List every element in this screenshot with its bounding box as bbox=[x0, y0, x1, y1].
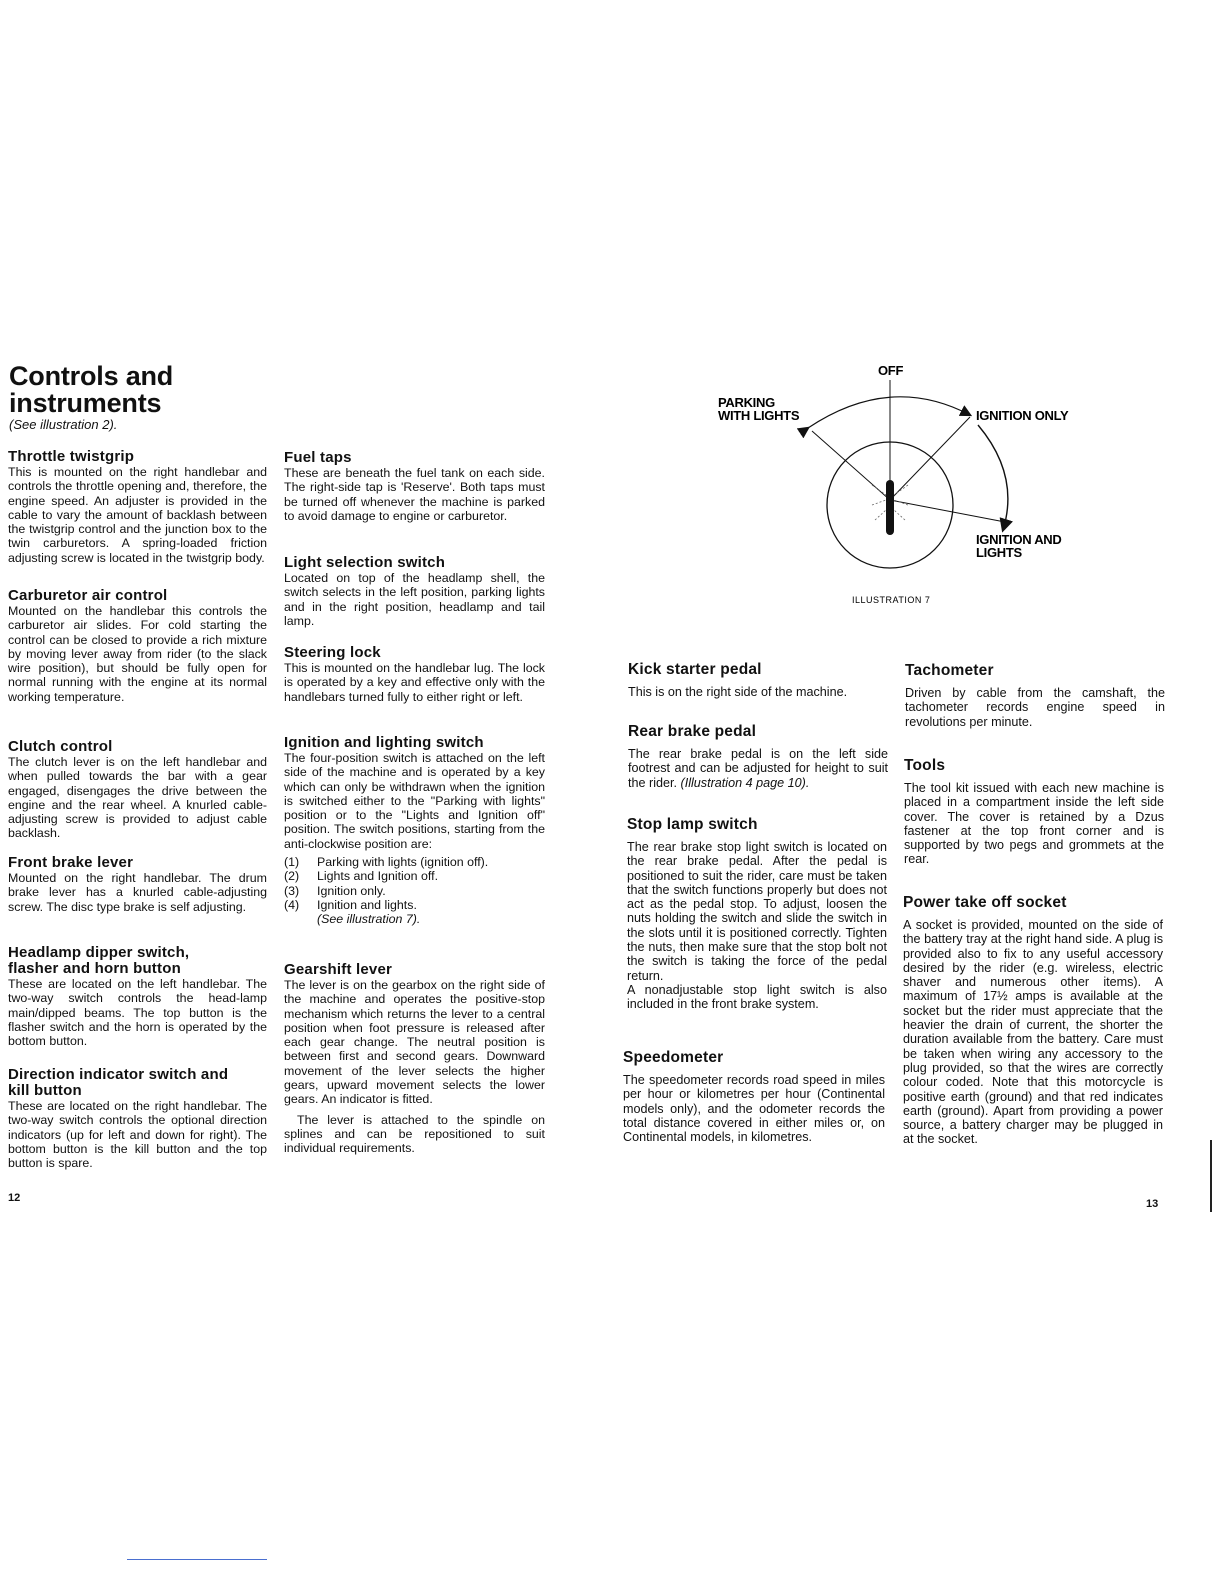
section-heading: Clutch control bbox=[8, 738, 113, 755]
section-text: These are beneath the fuel tank on each side. The right-side tap is 'Reserve'. Both taps must be turned off whenever the machine is parked to avoid damage to engine or carburetor. bbox=[284, 466, 545, 523]
section-power-take-off-socket bbox=[903, 894, 1163, 1147]
right-arc bbox=[978, 425, 1008, 530]
section-gearshift-lever bbox=[284, 962, 545, 1156]
section-text: The tool kit issued with each new machine is placed in a compartment inside the left side cover. The cover is retained by a Dzus fastener at the top front corner and is supported by two pegs and grommets at the rear. bbox=[904, 781, 1164, 867]
section-heading: Throttle twistgrip bbox=[8, 448, 135, 465]
section-stop-lamp-switch bbox=[627, 816, 887, 1012]
page-number-left: 12 bbox=[8, 1192, 21, 1204]
section-carburetor-air-control bbox=[8, 588, 267, 704]
title-line-2: instruments bbox=[9, 388, 162, 418]
section-speedometer bbox=[623, 1049, 885, 1144]
section-direction-indicator-switch bbox=[8, 1067, 267, 1170]
label-parking: PARKING bbox=[718, 395, 775, 410]
section-heading: Fuel taps bbox=[284, 449, 352, 466]
page-edge bbox=[1210, 1140, 1212, 1212]
section-clutch-control bbox=[8, 739, 267, 841]
section-ignition-lighting-switch bbox=[284, 735, 545, 927]
upper-arc bbox=[808, 397, 970, 428]
section-text: This is on the right side of the machine. bbox=[628, 685, 848, 699]
section-text: The clutch lever is on the left handlebar and when pulled towards the bar with a gear engaged, disengages the drive between the engine and the rear wheel. A knurled cable-adjusting screw is provided to adjust cable backlash. bbox=[8, 755, 267, 841]
list-item: (3) Ignition only. bbox=[284, 883, 386, 898]
illustration-caption: ILLUSTRATION 7 bbox=[852, 595, 931, 605]
section-text: Mounted on the right handlebar. The drum brake lever has a knurled cable-adjusting screw. The disc type brake is self adjusting. bbox=[8, 871, 267, 914]
section-heading: Speedometer bbox=[623, 1049, 724, 1066]
ignition-switch-diagram bbox=[700, 355, 1120, 615]
section-heading: Headlamp dipper switch, flasher and horn button bbox=[8, 944, 190, 977]
section-text-2: A nonadjustable stop light switch is also included in the front brake system. bbox=[627, 982, 887, 1012]
section-front-brake-lever bbox=[8, 855, 267, 914]
page-number-right: 13 bbox=[1146, 1198, 1159, 1210]
key-icon bbox=[886, 480, 894, 535]
page-title bbox=[9, 363, 173, 417]
section-heading: Rear brake pedal bbox=[628, 723, 757, 740]
section-heading: Steering lock bbox=[284, 644, 381, 661]
section-heading: Stop lamp switch bbox=[627, 816, 758, 833]
section-fuel-taps bbox=[284, 450, 545, 523]
section-text-2: The lever is attached to the spindle on splines and can be repositioned to suit individual requirements. bbox=[284, 1112, 545, 1156]
page-subtitle: (See illustration 2). bbox=[9, 417, 118, 432]
title-line-1: Controls and bbox=[9, 361, 174, 391]
section-heading: Front brake lever bbox=[8, 854, 134, 871]
label-lights: LIGHTS bbox=[976, 545, 1022, 560]
section-text: These are located on the right handlebar. The two-way switch controls the optional direction indicators (up for left and down for right). The bottom button is the kill button and the top button is spare. bbox=[8, 1099, 267, 1171]
label-with-lights: WITH LIGHTS bbox=[718, 408, 800, 423]
section-heading: Carburetor air control bbox=[8, 587, 168, 604]
switch-position-list bbox=[284, 855, 545, 926]
label-ignition-and: IGNITION AND bbox=[976, 532, 1062, 547]
list-item-note: (See illustration 7). bbox=[317, 912, 421, 927]
section-headlamp-dipper-switch bbox=[8, 945, 267, 1048]
section-text: Driven by cable from the camshaft, the tachometer records engine speed in revolutions per minute. bbox=[905, 686, 1165, 729]
section-text: The four-position switch is attached on the left side of the machine and is operated by a key which can only be withdrawn when the ignition is switched either to the "Parking with lights" position or to the "Lights and Ignition off" position. The switch positions, starting from the anti-clockwise position are: bbox=[284, 751, 545, 851]
section-text: This is mounted on the handlebar lug. The lock is operated by a key and effective only with the handlebars turned fully to either right or left. bbox=[284, 661, 545, 704]
section-text: A socket is provided, mounted on the side of the battery tray at the right hand side. A plug is provided also to fix to any useful accessory desired by the rider (e.g. wireless, electric shaver and numerous other items). A maximum of 17½ amps is available at the socket but the rider must appreciate that the heavier the drain of current, the shorter the duration available from the battery. Care must be taken when wiring any accessory to the plug provided, so that the wires are correctly colour coded. Note that this motorcycle is positive earth (ground) and that red indicates earth (ground). Apart from providing a power source, a battery charger may be plugged in at the socket. bbox=[903, 918, 1163, 1147]
label-ignition-only: IGNITION ONLY bbox=[976, 408, 1069, 423]
label-off: OFF bbox=[878, 363, 904, 378]
section-text: These are located on the left handlebar. The two-way switch controls the head-lamp main/dipped beams. The top button is the flasher switch and the horn is operated by the bottom button. bbox=[8, 977, 267, 1049]
scan-line bbox=[127, 1559, 267, 1560]
section-text: The rear brake pedal is on the left side footrest and can be adjusted for height to suit the rider. (Illustration 4 page 10). bbox=[628, 747, 888, 790]
section-text: This is mounted on the right handlebar and controls the throttle opening and, therefore, the engine speed. An adjuster is provided in the cable to vary the amount of backlash between the twistgrip control and the junction box to the twin carburetors. A spring-loaded friction adjusting screw is located in the twistgrip body. bbox=[8, 465, 267, 565]
section-light-selection-switch bbox=[284, 555, 545, 628]
section-text: The rear brake stop light switch is located on the rear brake pedal. After the pedal is positioned to suit the rider, care must be taken that the switch functions properly but does not act as the pedal stop. To adjust, loosen the nuts holding the switch and slide the switch in the slots until it is positioned correctly. Tighten the nuts, then make sure that the stop bolt not the switch is taking the force of the pedal return. bbox=[627, 840, 887, 983]
section-rear-brake-pedal bbox=[628, 723, 888, 790]
ignition-lights-line bbox=[890, 500, 1005, 522]
section-text: The lever is on the gearbox on the right side of the machine and operates the positive-stop mechanism which returns the lever to a central position when foot pressure is released after each gear change. The neutral position is between first and second gears. Downward movement of the lever selects the higher gears, upward movement selects the lower gears. An indicator is fitted. bbox=[284, 978, 545, 1107]
ignition-only-line bbox=[890, 417, 970, 500]
section-text: The speedometer records road speed in miles per hour or kilometres per hour (Continental models only), and the odometer records the total distance covered in either miles or, on Continental models, in kilometres. bbox=[623, 1073, 885, 1145]
list-item: (4) Ignition and lights. bbox=[284, 897, 417, 912]
section-heading: Ignition and lighting switch bbox=[284, 734, 484, 751]
list-item: (1) Parking with lights (ignition off). bbox=[284, 855, 489, 870]
section-heading: Light selection switch bbox=[284, 554, 446, 571]
section-steering-lock bbox=[284, 645, 545, 704]
section-heading: Kick starter pedal bbox=[628, 661, 762, 678]
section-heading: Direction indicator switch and kill button bbox=[8, 1066, 229, 1099]
section-tachometer bbox=[905, 662, 1165, 729]
section-text: Mounted on the handlebar this controls the carburetor air slides. For cold starting the control can be closed to provide a rich mixture by moving lever away from rider (to the slack wire position), but should be fully open for normal running with the engine at its normal working temperature. bbox=[8, 604, 267, 704]
section-heading: Tools bbox=[904, 757, 946, 774]
parking-line bbox=[812, 431, 890, 500]
section-throttle-twistgrip bbox=[8, 449, 267, 565]
section-heading: Gearshift lever bbox=[284, 961, 393, 978]
list-item: (2) Lights and Ignition off. bbox=[284, 869, 439, 884]
section-kick-starter-pedal bbox=[628, 661, 888, 699]
section-text: Located on top of the headlamp shell, the switch selects in the left position, parking lights and in the right position, headlamp and tail lamp. bbox=[284, 571, 545, 628]
section-heading: Tachometer bbox=[905, 662, 994, 679]
section-tools bbox=[904, 757, 1164, 867]
section-heading: Power take off socket bbox=[903, 894, 1067, 911]
